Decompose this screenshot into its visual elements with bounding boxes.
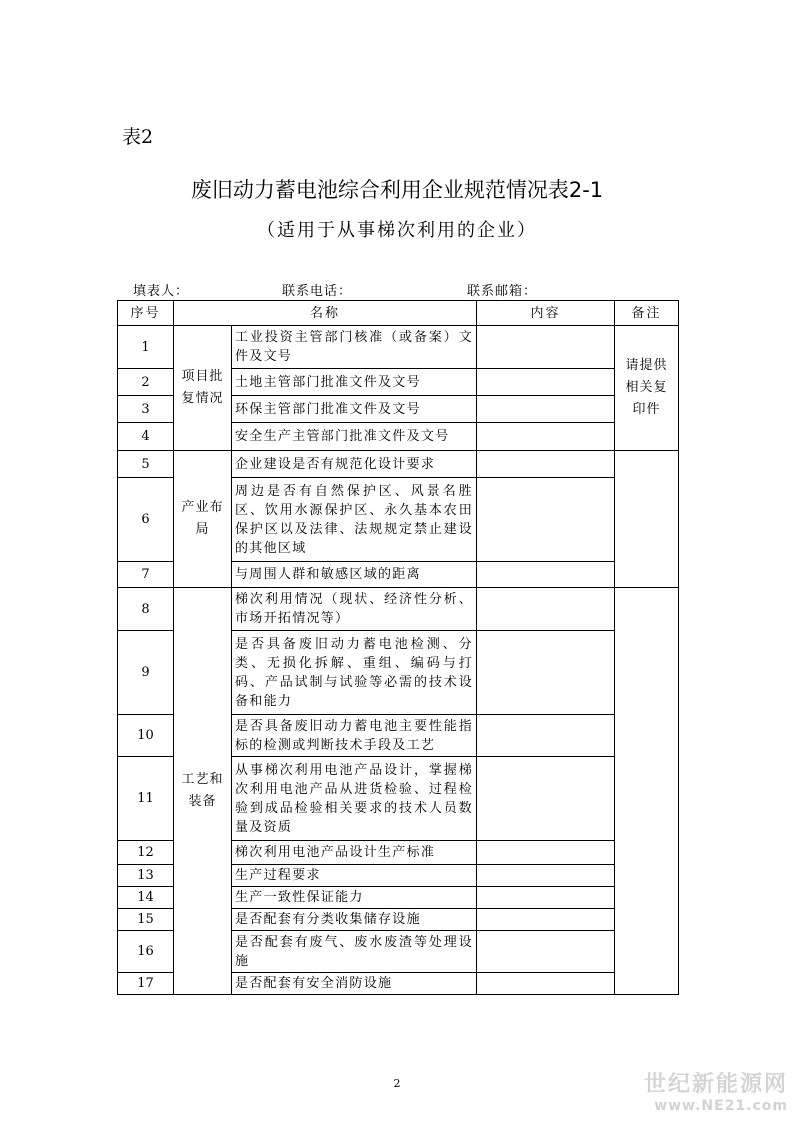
- row-number: 10: [118, 715, 174, 757]
- category-label: 产业布局: [181, 500, 224, 537]
- table-row: [118, 451, 679, 478]
- content-cell[interactable]: [477, 865, 615, 887]
- content-cell[interactable]: [477, 396, 615, 423]
- category-label: 项目批复情况: [181, 369, 224, 406]
- content-cell[interactable]: [477, 757, 615, 841]
- row-name: 土地主管部门批准文件及文号: [232, 369, 477, 396]
- header-remark: 备注: [615, 301, 679, 326]
- row-number: 7: [118, 562, 174, 588]
- row-number: 5: [118, 451, 174, 478]
- header-serial: 序号: [118, 301, 174, 326]
- content-cell[interactable]: [477, 887, 615, 909]
- row-name: 工业投资主管部门核准（或备案）文件及文号: [232, 326, 477, 369]
- content-cell[interactable]: [477, 423, 615, 451]
- row-name: 企业建设是否有规范化设计要求: [232, 451, 477, 478]
- watermark-site-name: 世纪新能源网: [643, 1072, 788, 1097]
- row-name: 与周围人群和敏感区域的距离: [232, 562, 477, 588]
- row-number: 15: [118, 909, 174, 931]
- row-name: 梯次利用电池产品设计生产标准: [232, 841, 477, 865]
- row-name: 安全生产主管部门批准文件及文号: [232, 423, 477, 451]
- row-number: 8: [118, 588, 174, 631]
- row-name: 从事梯次利用电池产品设计，掌握梯次利用电池产品从进货检验、过程检验到成品检验相关要求的技术人员数量及资质: [232, 757, 477, 841]
- table-row: [118, 588, 679, 631]
- content-cell[interactable]: [477, 909, 615, 931]
- row-name: 生产一致性保证能力: [232, 887, 477, 909]
- row-number: 4: [118, 423, 174, 451]
- table-header-row: [118, 301, 679, 326]
- row-number: 11: [118, 757, 174, 841]
- row-name: 是否配套有废气、废水废渣等处理设施: [232, 931, 477, 973]
- table-label: 表2: [122, 126, 154, 148]
- content-cell[interactable]: [477, 588, 615, 631]
- row-name: 环保主管部门批准文件及文号: [232, 396, 477, 423]
- row-number: 17: [118, 973, 174, 995]
- content-cell[interactable]: [477, 631, 615, 715]
- row-number: 13: [118, 865, 174, 887]
- contact-email-label: 联系邮箱：: [467, 284, 538, 299]
- compliance-table: [117, 300, 679, 995]
- row-number: 14: [118, 887, 174, 909]
- row-name: 是否配套有分类收集储存设施: [232, 909, 477, 931]
- content-cell[interactable]: [477, 478, 615, 562]
- row-name: 生产过程要求: [232, 865, 477, 887]
- fill-person-label: 填表人：: [133, 284, 190, 299]
- row-name: 是否具备废旧动力蓄电池主要性能指标的检测或判断技术手段及工艺: [232, 715, 477, 757]
- row-number: 6: [118, 478, 174, 562]
- category-industry-layout: [174, 451, 232, 588]
- contact-phone-label: 联系电话：: [282, 284, 353, 299]
- row-number: 3: [118, 396, 174, 423]
- table-row: [118, 326, 679, 369]
- content-cell[interactable]: [477, 715, 615, 757]
- row-name: 周边是否有自然保护区、风景名胜区、饮用水源保护区、永久基本农田保护区以及法律、法规规定禁止建设的其他区域: [232, 478, 477, 562]
- row-number: 2: [118, 369, 174, 396]
- header-name: 名称: [174, 301, 477, 326]
- row-number: 1: [118, 326, 174, 369]
- content-cell[interactable]: [477, 451, 615, 478]
- content-cell[interactable]: [477, 562, 615, 588]
- site-watermark: [644, 1067, 788, 1114]
- remark-label: 请提供相关复印件: [625, 358, 668, 417]
- content-cell[interactable]: [477, 326, 615, 369]
- category-label: 工艺和装备: [181, 772, 224, 809]
- row-name: 是否配套有安全消防设施: [232, 973, 477, 995]
- category-project-approval: [174, 326, 232, 451]
- content-cell[interactable]: [477, 841, 615, 865]
- category-process-equipment: [174, 588, 232, 995]
- row-number: 16: [118, 931, 174, 973]
- content-cell[interactable]: [477, 369, 615, 396]
- document-subtitle: （适用于从事梯次利用的企业）: [257, 220, 537, 241]
- content-cell[interactable]: [477, 973, 615, 995]
- remark-cell: [615, 451, 679, 588]
- content-cell[interactable]: [477, 931, 615, 973]
- page-number: 2: [393, 1077, 401, 1090]
- remark-cell: [615, 326, 679, 451]
- row-number: 9: [118, 631, 174, 715]
- header-content: 内容: [477, 301, 615, 326]
- remark-cell: [615, 588, 679, 995]
- document-title: 废旧动力蓄电池综合利用企业规范情况表2-1: [190, 178, 604, 202]
- row-name: 梯次利用情况（现状、经济性分析、市场开拓情况等）: [232, 588, 477, 631]
- row-name: 是否具备废旧动力蓄电池检测、分类、无损化拆解、重组、编码与打码、产品试制与试验等必需的技术设备和能力: [232, 631, 477, 715]
- row-number: 12: [118, 841, 174, 865]
- watermark-url: www.NE21.com: [654, 1098, 788, 1114]
